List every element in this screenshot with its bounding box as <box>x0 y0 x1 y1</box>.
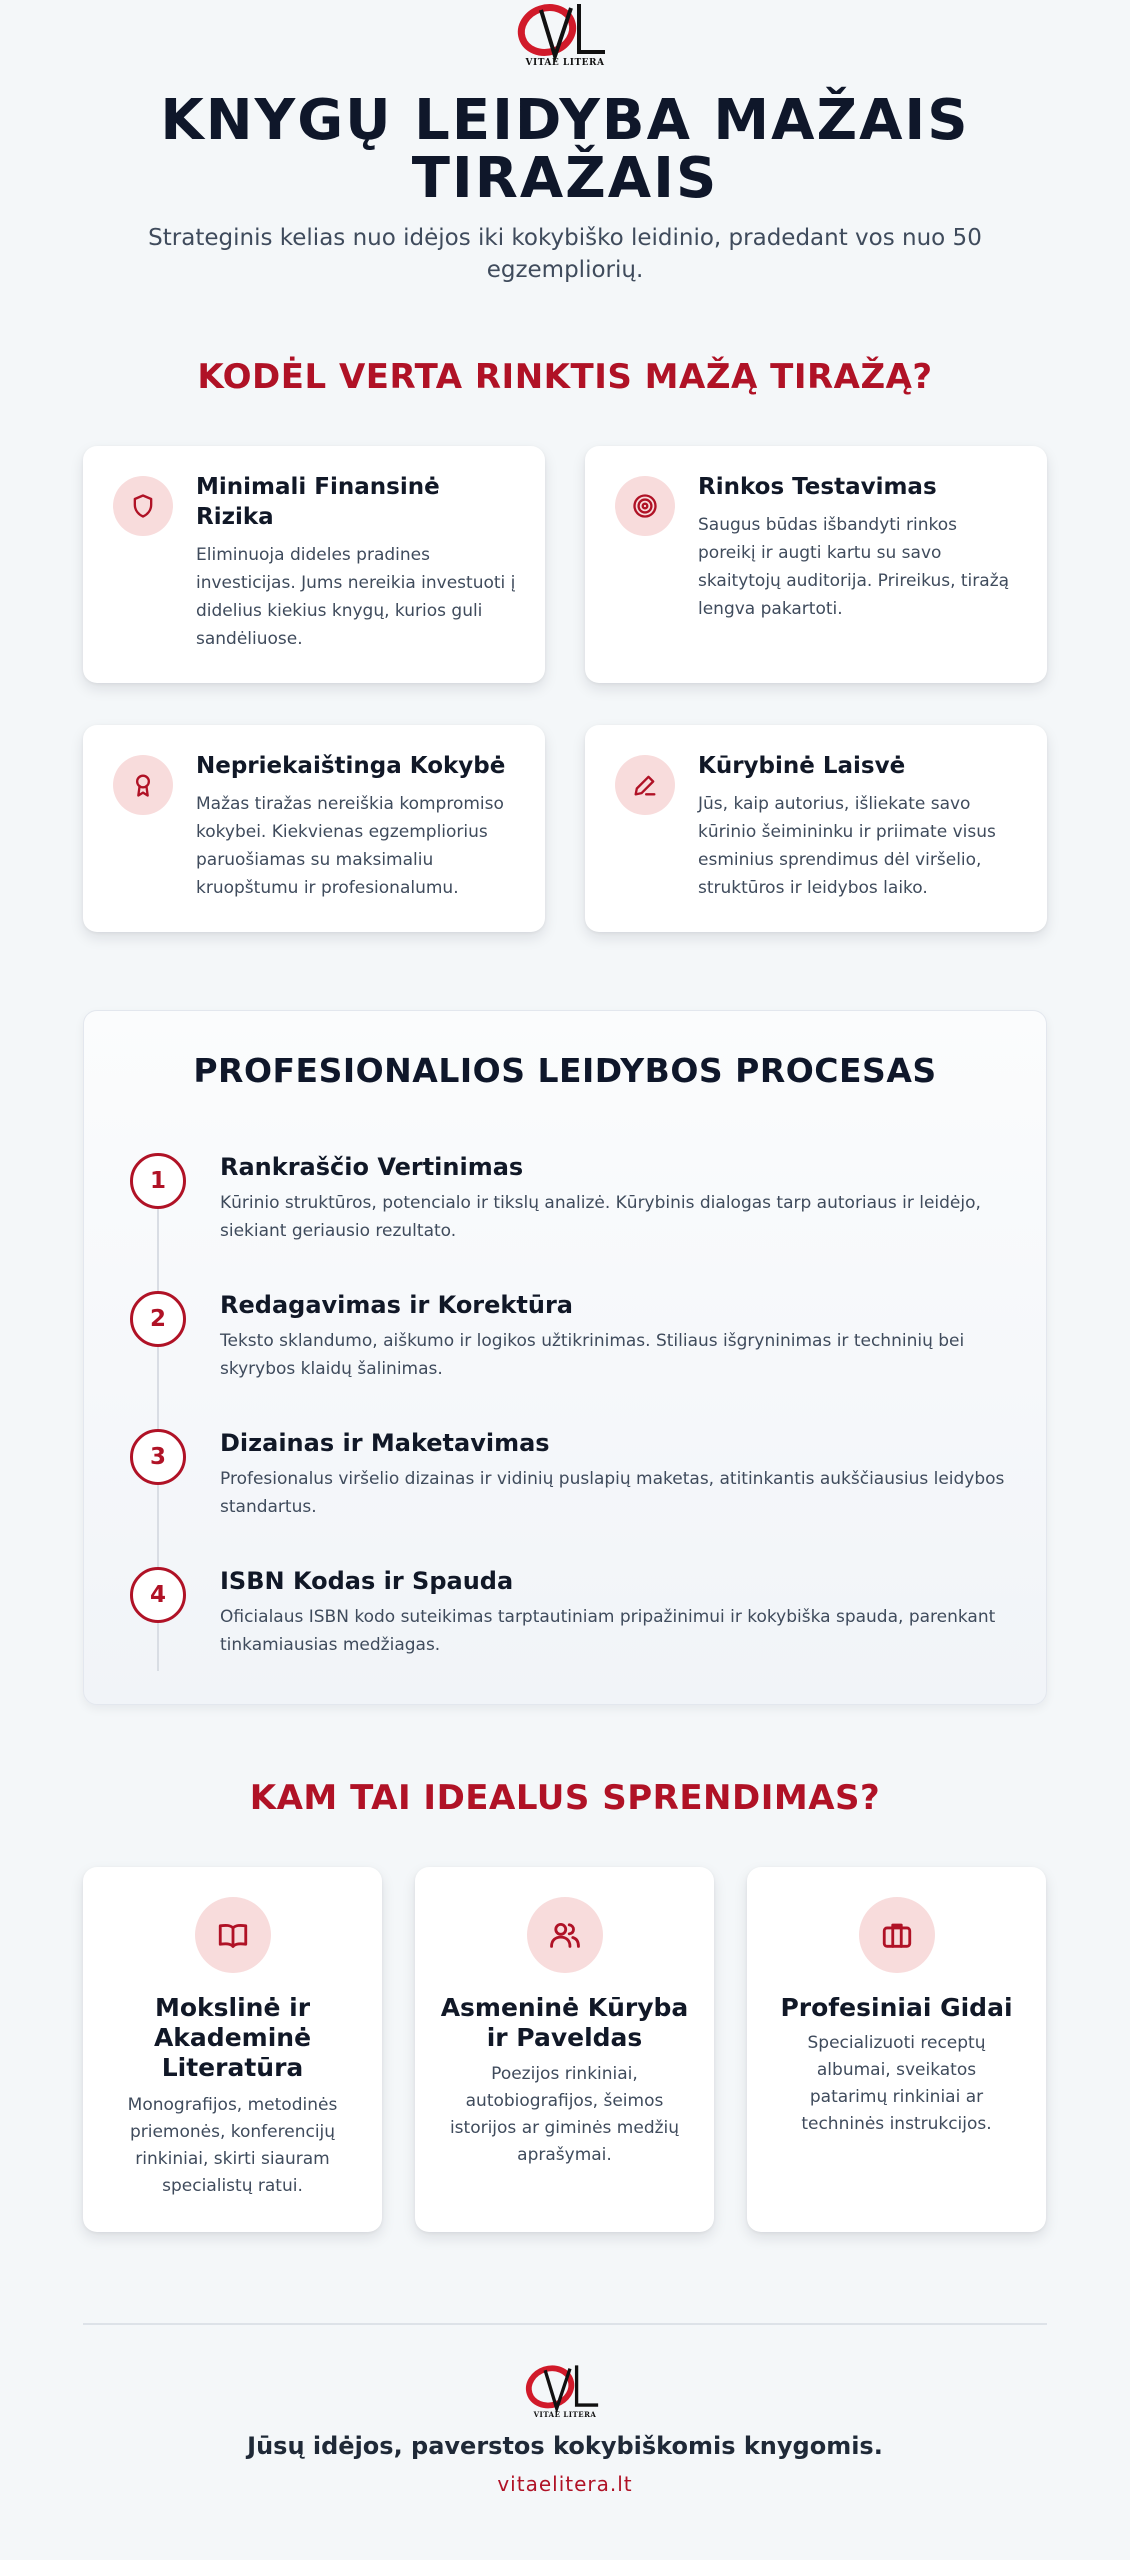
logo-text: VITAE LITERA <box>533 2410 597 2419</box>
feature-title: Kūrybinė Laisvė <box>698 753 906 779</box>
process-title: PROFESIONALIOS LEIDYBOS PROCESAS <box>193 1051 937 1090</box>
step-title: Dizainas ir Maketavimas <box>220 1429 550 1457</box>
audience-title: Profesiniai Gidai <box>780 1993 1013 2022</box>
feature-title: Rinkos Testavimas <box>698 474 937 500</box>
hero-subtitle: Strateginis kelias nuo idėjos iki kokybiško leidinio, pradedant vos nuo 50 egzempliorių. <box>148 225 982 283</box>
step-text: Teksto sklandumo, aiškumo ir logikos užtikrinimas. Stiliaus išgryninimas ir techninių bei skyrybos klaidų šalinimas. <box>220 1331 965 1379</box>
footer-website-link[interactable]: vitaelitera.lt <box>497 2472 633 2496</box>
audience-card-professional <box>747 1867 1046 2232</box>
hero-title: KNYGŲ LEIDYBA MAŽAIS TIRAŽAIS <box>160 88 970 211</box>
audience-text: Monografijos, metodinės priemonės, konferencijų rinkiniai, skirti siauram specialistų ratui. <box>127 2095 338 2196</box>
audience-title: Asmeninė Kūryba ir Paveldas <box>440 1993 689 2052</box>
step-text: Oficialaus ISBN kodo suteikimas tarptautiniam pripažinimui ir kokybiška spauda, parenkant tinkamiausias medžiagas. <box>220 1607 996 1655</box>
step-number: 2 <box>130 1291 186 1347</box>
audience-text: Poezijos rinkiniai, autobiografijos, šeimos istorijos ar giminės medžių aprašymai. <box>449 2064 680 2165</box>
step-text: Kūrinio struktūros, potencialo ir tikslų analizė. Kūrybinis dialogas tarp autoriaus ir leidėjo, siekiant geriausio rezultato. <box>220 1193 981 1241</box>
feature-card-quality <box>83 725 545 932</box>
feature-title: Minimali Finansinė Rizika <box>196 474 440 530</box>
step-title: Rankraščio Vertinimas <box>220 1153 524 1181</box>
audience-card-personal <box>415 1867 714 2232</box>
step-title: ISBN Kodas ir Spauda <box>220 1567 514 1595</box>
audience-text: Specializuoti receptų albumai, sveikatos patarimų rinkiniai ar techninės instrukcijos. <box>801 2033 992 2134</box>
footer-logo <box>515 2362 615 2420</box>
users-icon <box>527 1897 603 1973</box>
step-text: Profesionalus viršelio dizainas ir vidinių puslapių maketas, atitinkantis aukščiausius leidybos standartus. <box>220 1469 1005 1517</box>
target-icon <box>615 476 675 536</box>
feature-card-freedom <box>585 725 1047 932</box>
pen-icon <box>615 755 675 815</box>
logo-text: VITAE LITERA <box>525 58 605 68</box>
briefcase-icon <box>859 1897 935 1973</box>
feature-title: Nepriekaištinga Kokybė <box>196 753 506 779</box>
feature-text: Saugus būdas išbandyti rinkos poreikį ir augti kartu su savo skaitytojų auditorija. Prireikus, tiražą lengva pakartoti. <box>698 515 1010 619</box>
shield-icon <box>113 476 173 536</box>
feature-card-market <box>585 446 1047 683</box>
audience-section-title: KAM TAI IDEALUS SPRENDIMAS? <box>249 1778 881 1818</box>
audience-title: Mokslinė ir Akademinė Literatūra <box>153 1993 312 2082</box>
footer-divider <box>83 2323 1047 2325</box>
why-section-title: KODĖL VERTA RINKTIS MAŽĄ TIRAŽĄ? <box>197 357 933 397</box>
logo <box>505 0 625 70</box>
feature-text: Jūs, kaip autorius, išliekate savo kūrinio šeimininku ir priimate visus esminius sprendimus dėl viršelio, struktūros ir leidybos laiko. <box>698 794 996 898</box>
feature-text: Eliminuoja dideles pradines investicijas. Jums nereikia investuoti į didelius kiekius knygų, kurios guli sandėliuose. <box>196 545 516 649</box>
step-number: 4 <box>130 1567 186 1623</box>
audience-card-academic <box>83 1867 382 2232</box>
book-icon <box>195 1897 271 1973</box>
feature-text: Mažas tiražas nereiškia kompromiso kokybei. Kiekvienas egzempliorius paruošiamas su maksimaliu kruopštumu ir profesionalumu. <box>196 794 504 898</box>
footer-tagline: Jūsų idėjos, paverstos kokybiškomis knygomis. <box>247 2432 883 2460</box>
award-icon <box>113 755 173 815</box>
step-number: 3 <box>130 1429 186 1485</box>
step-title: Redagavimas ir Korektūra <box>220 1291 573 1319</box>
feature-card-risk <box>83 446 545 683</box>
process-panel <box>83 1010 1047 1705</box>
step-number: 1 <box>130 1153 186 1209</box>
